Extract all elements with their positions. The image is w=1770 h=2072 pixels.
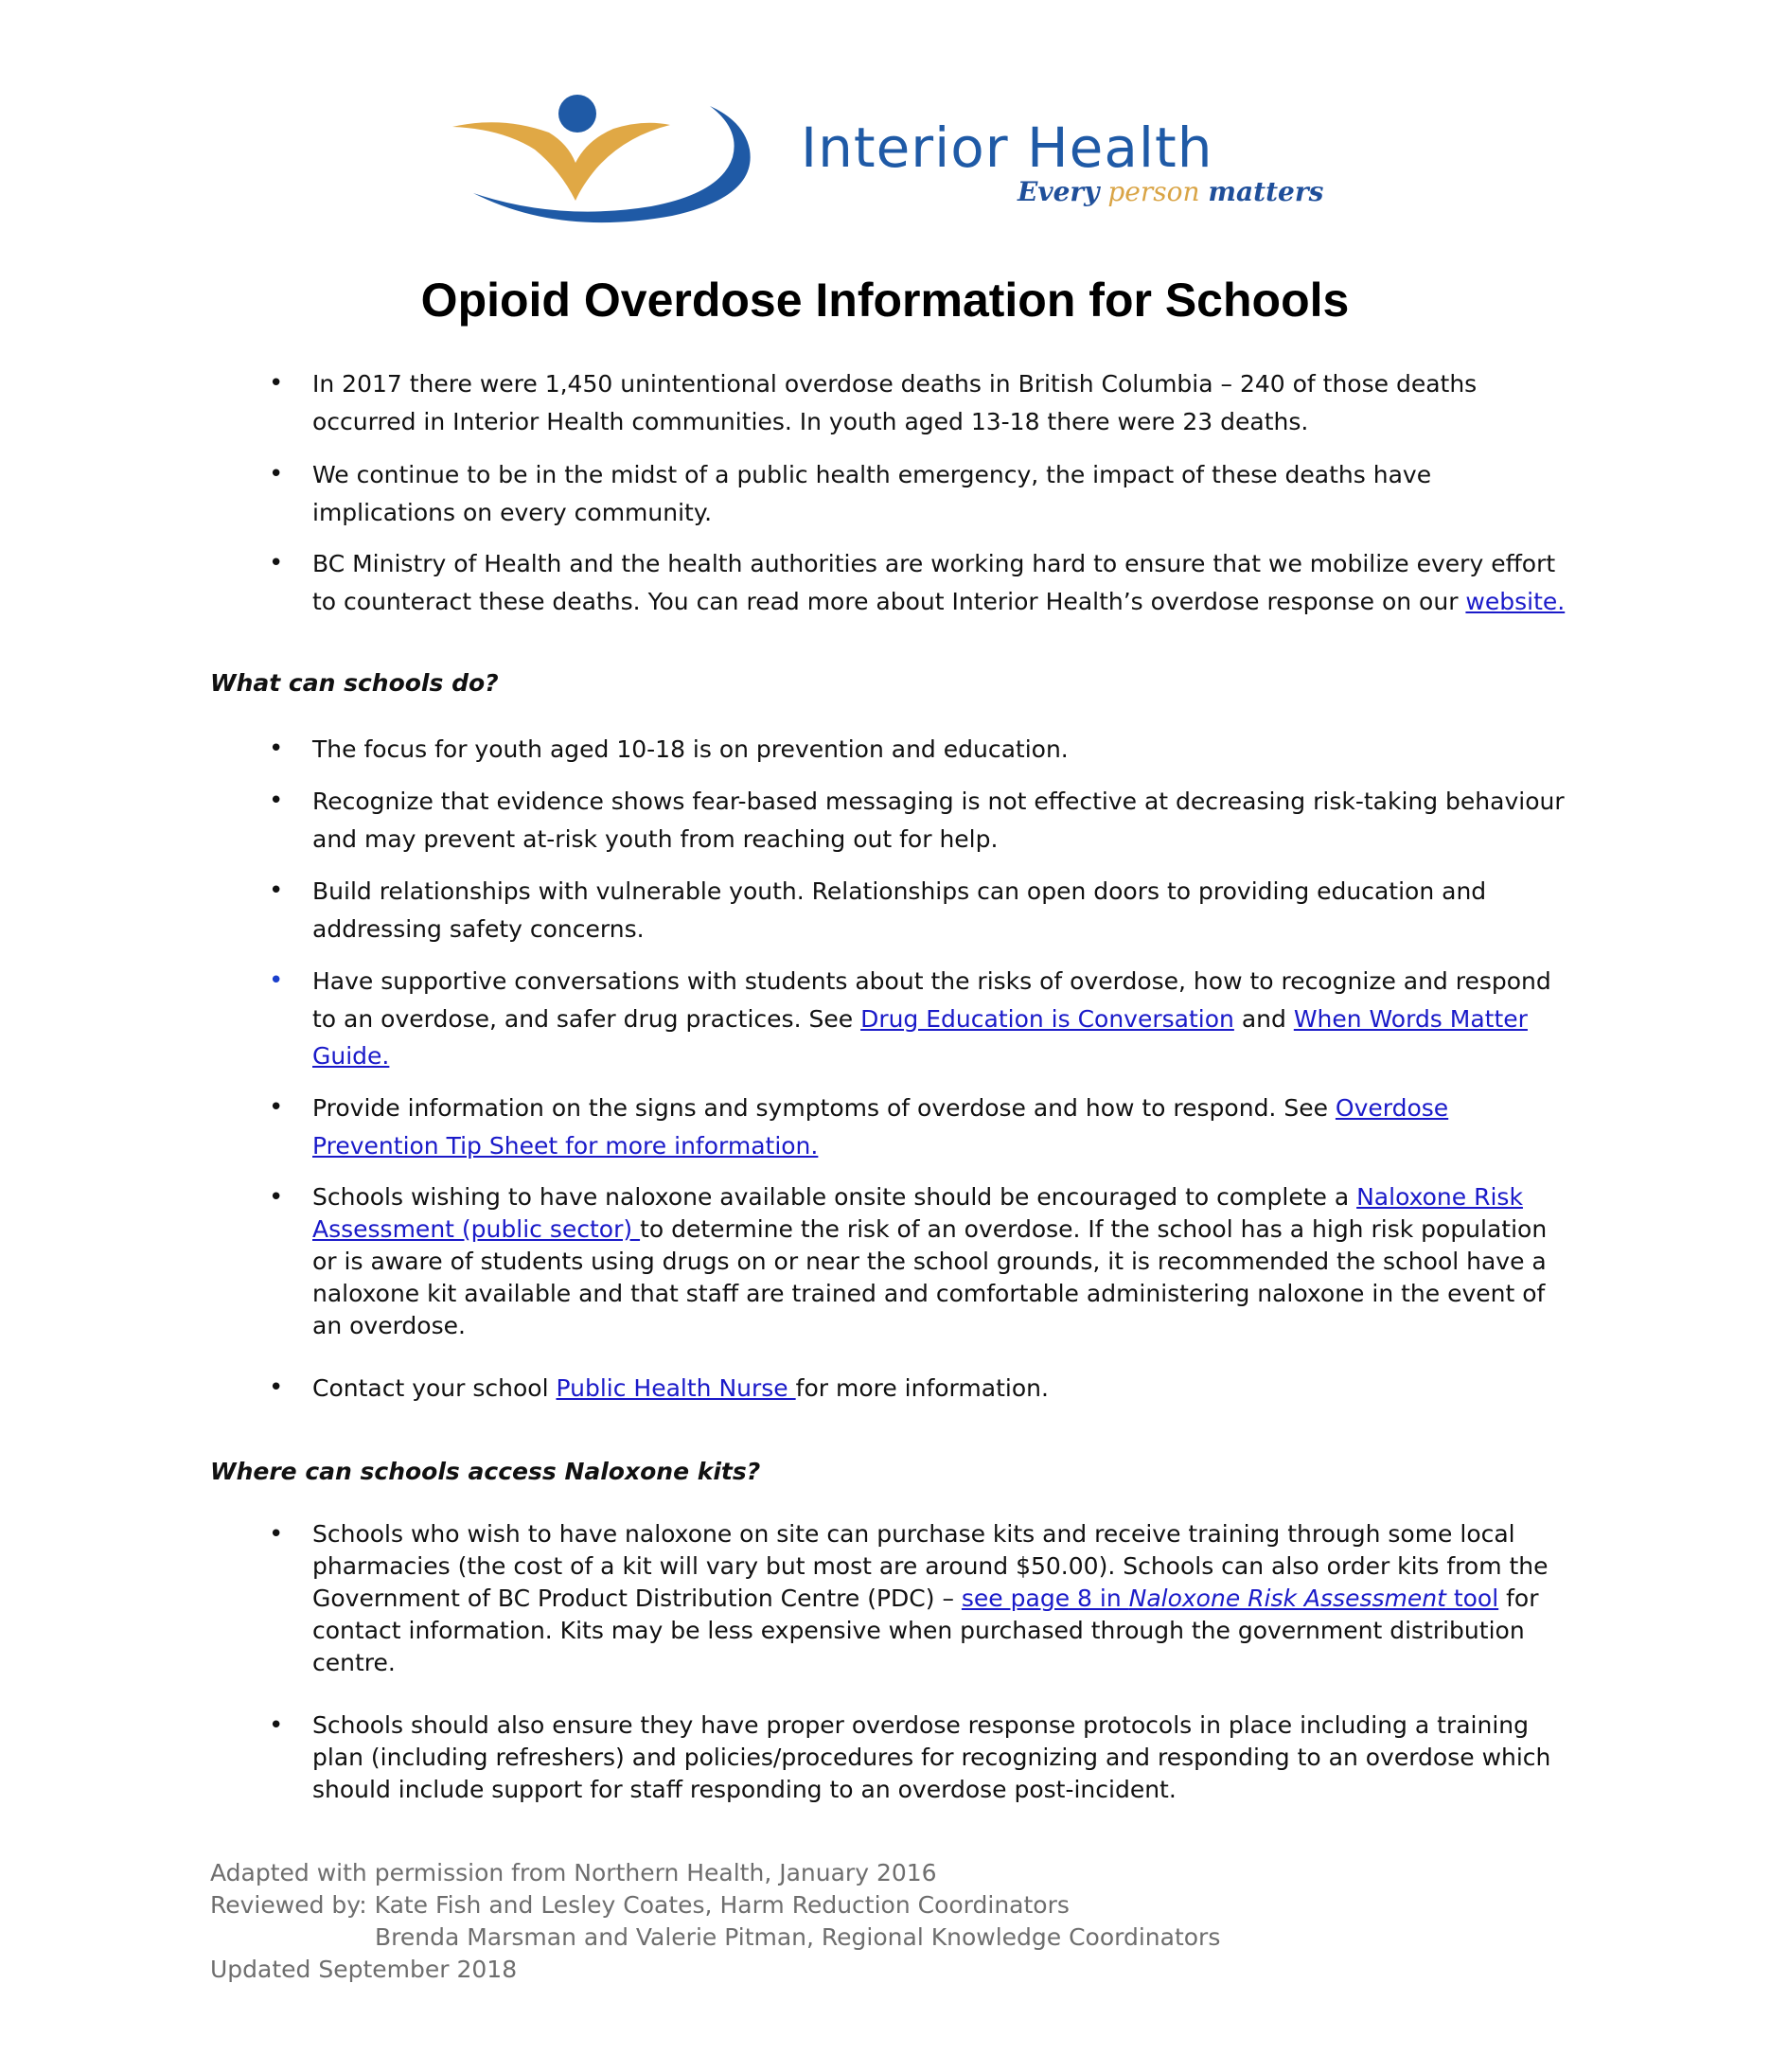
link-text: tool: [1445, 1585, 1499, 1612]
list-item-text: Build relationships with vulnerable youth. Relationships can open doors to providing education and addressing safety concerns.: [312, 877, 1487, 943]
list-item-text: for more information.: [795, 1374, 1049, 1402]
list-item: [269, 545, 1571, 620]
bullet-icon: •: [269, 735, 284, 763]
bullet-icon: •: [269, 549, 284, 577]
document-footer: [210, 1857, 1220, 1986]
public-health-nurse-link[interactable]: Public Health Nurse: [556, 1374, 796, 1402]
list-item: [269, 783, 1571, 858]
list-item-text: BC Ministry of Health and the health authorities are working hard to ensure that we mobilize every effort to counteract these deaths. You can read more about Interior Health’s overdose response on our: [312, 550, 1556, 615]
list-item: [269, 1370, 1571, 1408]
bullet-icon: •: [269, 460, 284, 488]
section-heading-schools-do: What can schools do?: [210, 669, 499, 697]
list-item-text: Provide information on the signs and symptoms of overdose and how to respond. See: [312, 1094, 1336, 1122]
bullet-icon: •: [269, 369, 284, 398]
logo-tagline: [1018, 176, 1323, 207]
footer-adapted-line: Adapted with permission from Northern Health, January 2016: [210, 1859, 937, 1886]
drug-education-link[interactable]: Drug Education is Conversation: [860, 1004, 1234, 1033]
list-item: [269, 963, 1571, 1075]
footer-reviewed-line: Reviewed by: Kate Fish and Lesley Coates, Harm Reduction Coordinators: [210, 1891, 1070, 1919]
list-item-text: Schools who wish to have naloxone on site can purchase kits and receive training through some local pharmacies (the cost of a kit will vary but most are around $50.00). Schools can also order kits from the Government of BC Product Distribution Centre (PDC) –: [312, 1520, 1549, 1612]
bullet-icon: •: [269, 1183, 284, 1212]
list-item-text: Schools wishing to have naloxone available onsite should be encouraged to complete a: [312, 1183, 1357, 1211]
interior-health-logo: [445, 87, 1344, 229]
list-item-text: and: [1233, 1004, 1294, 1033]
tagline-matters: matters: [1208, 176, 1324, 207]
list-item-text: to determine the risk of an overdose. If the school has a high risk population or is aware of students using drugs on or near the school grounds, it is recommended the school have a naloxone kit available and that staff are trained and comfortable administering naloxone in the event of an overdose.: [312, 1215, 1548, 1339]
tagline-every: Every: [1018, 176, 1100, 207]
naloxone-risk-assessment-link[interactable]: Naloxone Risk Assessment (public sector): [312, 1183, 1523, 1243]
list-item: [269, 1181, 1571, 1342]
bullet-icon: •: [269, 1373, 284, 1402]
list-item: [269, 873, 1571, 947]
list-item: [269, 1709, 1571, 1806]
link-text: see page 8 in: [961, 1585, 1129, 1612]
list-item-text: The focus for youth aged 10-18 is on prevention and education.: [312, 735, 1069, 763]
list-item-text: Have supportive conversations with students about the risks of overdose, how to recognize and respond to an overdose, and safer drug practices. See: [312, 967, 1551, 1033]
link-text-italic: Naloxone Risk Assessment: [1128, 1585, 1446, 1612]
bullet-icon: •: [269, 966, 284, 995]
footer-updated-line: Updated September 2018: [210, 1956, 518, 1983]
list-item-text: Recognize that evidence shows fear-based messaging is not effective at decreasing risk-taking behaviour and may prevent at-risk youth from reaching out for help.: [312, 788, 1565, 853]
list-item: [269, 1089, 1571, 1164]
list-item: [269, 731, 1571, 769]
page-title: Opioid Overdose Information for Schools: [420, 274, 1350, 327]
footer-reviewers-line: Brenda Marsman and Valerie Pitman, Regional Knowledge Coordinators: [375, 1923, 1221, 1951]
see-page-8-link[interactable]: [962, 1585, 1498, 1612]
bullet-icon: •: [269, 1093, 284, 1122]
section-heading-naloxone-kits: Where can schools access Naloxone kits?: [210, 1458, 761, 1485]
list-item-text: We continue to be in the midst of a public health emergency, the impact of these deaths have implications on every community.: [312, 461, 1432, 526]
list-item: [269, 1518, 1571, 1679]
bullet-icon: •: [269, 877, 284, 905]
bullet-icon: •: [269, 787, 284, 815]
list-item-text: for contact information. Kits may be less expensive when purchased through the government distribution centre.: [312, 1585, 1539, 1676]
when-words-matter-link[interactable]: When Words Matter Guide.: [312, 1004, 1528, 1070]
bullet-icon: •: [269, 1711, 284, 1740]
list-item: [269, 456, 1571, 531]
list-item: [269, 365, 1571, 440]
website-link[interactable]: website.: [1465, 587, 1566, 615]
tagline-person: person: [1107, 176, 1200, 207]
list-item-text: In 2017 there were 1,450 unintentional overdose deaths in British Columbia – 240 of those deaths occurred in Interior Health communities. In youth aged 13-18 there were 23 deaths.: [312, 370, 1478, 435]
list-item-text: Schools should also ensure they have proper overdose response protocols in place including a training plan (including refreshers) and policies/procedures for recognizing and responding to an overdose which should include support for staff responding to an overdose post-incident.: [312, 1711, 1551, 1803]
logo-swoosh-icon: [445, 87, 805, 229]
overdose-tip-sheet-link[interactable]: Overdose Prevention Tip Sheet for more information.: [312, 1094, 1449, 1160]
bullet-icon: •: [269, 1520, 284, 1549]
logo-wordmark: Interior Health: [801, 115, 1213, 180]
list-item-text: Contact your school: [312, 1374, 557, 1402]
